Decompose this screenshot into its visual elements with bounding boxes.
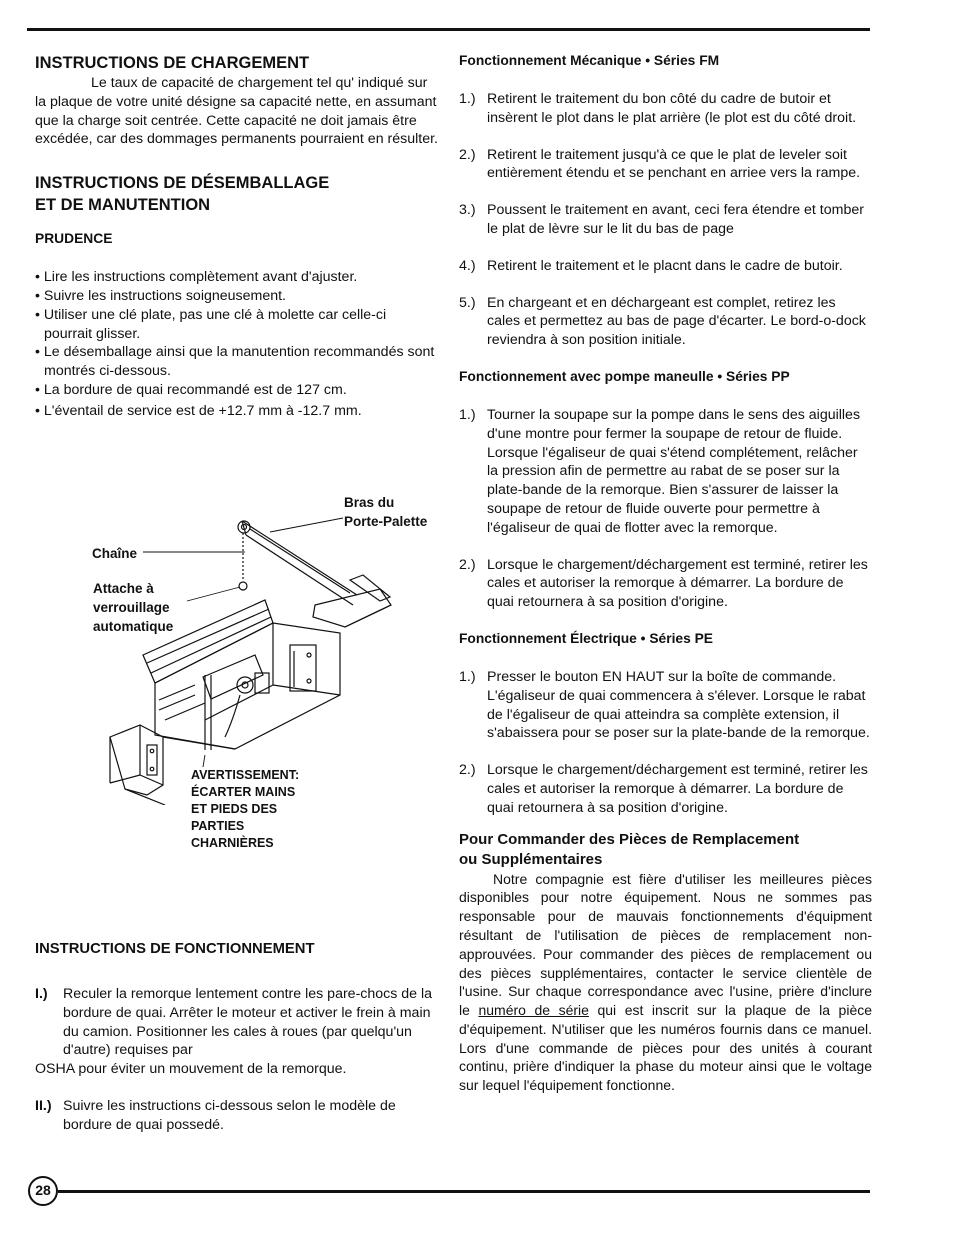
step-text: Retirent le traitement et le placnt dans le cadre de butoir. <box>487 257 843 274</box>
label-support-arm: Bras du Porte-Palette <box>344 495 428 529</box>
list-item: • L'éventail de service est de +12.7 mm à -12.7 mm. <box>35 402 362 419</box>
loading-text: Le taux de capacité de chargement tel qu' indiqué sur la plaque de votre unité désigne sa capacité nette, en assumant que la charge soit centrée. Cette capacité ne doit jamais être excédée, car des dommages permanents pourraient en résulter. <box>35 75 438 148</box>
step-number: 3.) <box>459 202 476 219</box>
step-text: Tourner la soupape sur la pompe dans le sens des aiguilles d'une montre pour fermer la soupape de retour de fluide. Lorsque l'égaliseur de quai s'étend complétement, relâcher la pression afin de permettre au rabat de se poser sur la plate-bande de la remorque. Bien s'assurer de laisser la soupape de retour de fluide ouverte pour permettre à l'égaliseur de quai de flotter avec la remorque. <box>487 406 861 536</box>
list-item: • Le désemballage ainsi que la manutention recommandés sont montrés ci-dessous. <box>35 344 435 380</box>
step-number: 1.) <box>459 406 476 423</box>
step-item <box>459 556 872 612</box>
dock-leveler-illustration <box>95 505 395 805</box>
step-number: 1.) <box>459 668 476 685</box>
step-text: En chargeant et en déchargeant est complet, retirez les cales et permettez au bas de page d'écarter. Le bord-o-dock reviendra à son position initiale. <box>487 294 866 349</box>
step-number: 2.) <box>459 762 476 779</box>
operation-title: INSTRUCTIONS DE FONCTIONNEMENT <box>35 941 315 957</box>
step-text: Poussent le traitement en avant, ceci fera étendre et tomber le plat de lèvre sur le lit du bas de page <box>487 202 864 237</box>
step-text: Lorsque le chargement/déchargement est terminé, retirer les cales et autoriser la remorque à démarrer. La bordure de quai retournera à sa position d'origine. <box>487 556 868 611</box>
fm-title: Fonctionnement Mécanique • Séries FM <box>459 53 720 68</box>
bottom-rule <box>58 1190 870 1193</box>
step-number: 2.) <box>459 556 476 573</box>
step-item <box>459 201 872 239</box>
parts-text: Notre compagnie est fière d'utiliser les meilleures pièces disponibles pour notre équipement. Nous ne sommes pas responsable pour de mauvais fonctionnements d'équipment résultant de l'utilisation de pièces de remplacement non-approuvées. Pour commander des pièces de remplacement ou des pièces supplémentaires, contacter le service clientèle de l'usine. Sur chaque correspondance avec l'usine, prière d'inclure le numéro de série qui est inscrit sur la plaque de la pièce d'équipement. N'utiliser que les numéros fournis dans ce manuel. Lors d'une commande de pièces pour des unités à courant continu, prière d'indiquer la phase du moteur ainsi que le voltage sur lequel l'équipement fonctionne. <box>459 870 873 1094</box>
step-number: 4.) <box>459 257 476 274</box>
step-item <box>459 257 872 276</box>
loading-title: INSTRUCTIONS DE CHARGEMENT <box>35 54 310 72</box>
top-rule <box>27 28 870 31</box>
pe-steps <box>459 668 872 818</box>
caution-heading: PRUDENCE <box>35 231 113 247</box>
unpack-title-line-1: INSTRUCTIONS DE DÉSEMBALLAGE <box>35 174 330 193</box>
label-chain: Chaîne <box>92 546 138 561</box>
page-number: 28 <box>28 1176 58 1206</box>
pp-title: Fonctionnement avec pompe maneulle • Séries PP <box>459 368 790 384</box>
step-item <box>459 294 872 350</box>
step-item <box>459 146 872 184</box>
operation-step-1: I.) Reculer la remorque lentement contre les pare-chocs de la bordure de quai. Arrêter le moteur et activer le frein à main du camion. Positionner les cales à roues (par quelqu'un d'autre) requises par <box>35 986 433 1059</box>
step-number: 1.) <box>459 91 476 107</box>
step-number: 5.) <box>459 294 476 311</box>
operation-step-2: II.) Suivre les instructions ci-dessous selon le modèle de bordure de quai possedé. <box>35 1097 396 1133</box>
step-item <box>459 668 872 743</box>
parts-title-line-2: ou Supplémentaires <box>459 850 603 868</box>
step-text: Retirent le traitement jusqu'à ce que le plat de leveler soit entièrement étendu et se penchant en arriee vers la rampe. <box>487 146 861 182</box>
step-item <box>459 406 872 538</box>
list-item: • Lire les instructions complètement avant d'ajuster. <box>35 269 358 286</box>
unpack-title-line-2: ET DE MANUTENTION <box>35 196 211 215</box>
list-item: • La bordure de quai recommandé est de 127 cm. <box>35 381 347 398</box>
step-text: Presser le bouton EN HAUT sur la boîte de commande. L'égaliseur de quai commencera à s'élever. Lorsque le rabat de l'égaliseur de quai atteindra sa complète extension, il s'abaissera pour se poser sur la plate-bande de la remorque. <box>487 668 870 742</box>
step-item <box>459 90 872 128</box>
right-column <box>459 52 872 1095</box>
step-item <box>459 761 872 817</box>
left-column <box>35 52 438 421</box>
pp-steps <box>459 406 872 612</box>
serial-number-term: numéro de série <box>478 1002 589 1019</box>
step-number: 2.) <box>459 146 476 163</box>
list-item: • Suivre les instructions soigneusement. <box>35 287 287 304</box>
step-text: Lorsque le chargement/déchargement est terminé, retirer les cales et autoriser la remorque à démarrer. La bordure de quai retournera à sa position d'origine. <box>487 762 868 816</box>
pe-title: Fonctionnement Électrique • Séries PE <box>459 630 714 646</box>
operation-step-1-tail: OSHA pour éviter un mouvement de la remorque. <box>35 1061 347 1078</box>
step-text: Retirent le traitement du bon côté du cadre de butoir et insèrent le plot dans le plat arrière (le plot est du côté droit. <box>487 91 857 126</box>
warning-label: AVERTISSEMENT: ÉCARTER MAINS ET PIEDS DES PARTIES CHARNIÈRES <box>191 768 300 850</box>
operation-section <box>35 940 435 1135</box>
parts-title-line-1: Pour Commander des Pièces de Remplacement <box>459 830 800 848</box>
label-auto-latch: Attache à verrouillage automatique <box>93 581 174 634</box>
list-item: • Utiliser une clé plate, pas une clé à molette car celle-ci pourrait glisser. <box>35 306 387 342</box>
fm-steps <box>459 90 872 350</box>
caution-list <box>35 268 438 420</box>
